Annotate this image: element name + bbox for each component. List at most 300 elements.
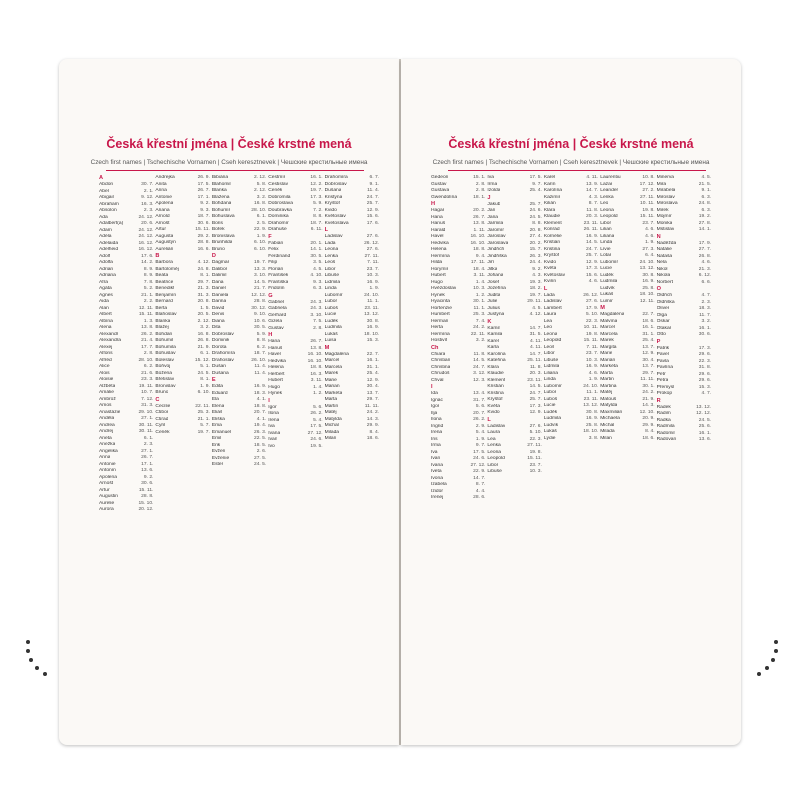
name-day-date: 5. 9. bbox=[313, 201, 323, 206]
name-entry bbox=[487, 469, 541, 476]
first-name: Ludvík bbox=[543, 422, 559, 428]
name-day-date: 24. 12. bbox=[138, 214, 154, 220]
first-name: Alexandra bbox=[99, 338, 122, 343]
name-day-date: 8. 4. bbox=[645, 429, 655, 434]
first-name: Eliška bbox=[211, 416, 225, 422]
first-name: Kateřina bbox=[487, 358, 506, 363]
names-column bbox=[268, 175, 322, 745]
first-name: Natálie bbox=[656, 247, 672, 252]
first-name: Ctibor bbox=[155, 410, 169, 415]
name-day-date: 5. 4. bbox=[313, 417, 323, 423]
name-day-date: 4. 10. bbox=[310, 273, 323, 278]
name-day-date: 4. 12. bbox=[197, 260, 210, 265]
first-name: Ambrož bbox=[99, 396, 116, 402]
first-name: Bořivoj bbox=[155, 364, 171, 369]
first-name: Beáta bbox=[155, 273, 169, 278]
first-name: Jan bbox=[487, 208, 496, 213]
name-day-date: 12. 9. bbox=[366, 207, 380, 213]
first-name: Břetislav bbox=[155, 377, 175, 382]
first-name: Iveta bbox=[431, 469, 442, 474]
first-name: Aida bbox=[99, 299, 109, 304]
first-name: Antonie bbox=[155, 194, 172, 200]
first-name: Dana bbox=[211, 279, 224, 285]
first-name: Ariana bbox=[155, 207, 170, 213]
name-day-date: 26. 3. bbox=[253, 429, 267, 435]
name-day-date: 16. 1. bbox=[642, 325, 655, 330]
name-day-date: 2. 3. bbox=[701, 299, 712, 305]
first-name: Gedeon bbox=[431, 175, 449, 180]
name-day-date: 22. 3. bbox=[529, 436, 542, 442]
first-name: Radim bbox=[656, 411, 671, 416]
first-name: Mirabela bbox=[656, 188, 676, 193]
name-day-date: 6. 6. bbox=[701, 279, 712, 285]
name-day-date: 10. 11. bbox=[583, 325, 599, 330]
name-day-date: 19. 7. bbox=[253, 260, 267, 265]
first-name: Alfons bbox=[99, 351, 113, 356]
first-name: Adolfa bbox=[99, 260, 113, 265]
first-name: Čeněk bbox=[268, 188, 283, 193]
name-day-date: 28. 10. bbox=[138, 357, 154, 363]
first-name: Ivan bbox=[431, 456, 441, 461]
name-day-date: 25. 3. bbox=[197, 410, 210, 415]
name-day-date: 3. 2. bbox=[256, 194, 267, 200]
name-day-date: 5. 9. bbox=[256, 331, 267, 337]
name-entry bbox=[544, 436, 598, 443]
name-day-date: 29. 6. bbox=[698, 352, 712, 357]
first-name: Irma bbox=[431, 443, 441, 448]
first-name: Luděk bbox=[600, 272, 614, 278]
name-day-date: 24. 4. bbox=[529, 260, 542, 265]
name-day-date: 4. 6. bbox=[588, 279, 599, 284]
first-name: Barbora bbox=[155, 260, 173, 265]
name-day-date: 25. 7. bbox=[585, 253, 599, 258]
first-name: Bronislav bbox=[155, 383, 176, 389]
first-name: Aurelie bbox=[99, 500, 115, 506]
name-day-date: 26. 12. bbox=[364, 240, 380, 246]
name-day-date: 8. 8. bbox=[256, 338, 267, 343]
name-day-date: 11. 1. bbox=[586, 390, 599, 395]
name-day-date: 27. 11. bbox=[527, 443, 542, 448]
name-day-date: 13. 8. bbox=[473, 221, 486, 226]
section-letter: L bbox=[487, 416, 491, 423]
first-name: Arnošt bbox=[155, 220, 170, 226]
name-day-date: 12. 9. bbox=[585, 259, 599, 265]
decorative-dots-right bbox=[742, 640, 782, 680]
first-name: Lívie bbox=[600, 246, 611, 252]
name-day-date: 29. 7. bbox=[197, 279, 210, 285]
name-day-date: 2. 1. bbox=[143, 188, 154, 194]
first-name: Marek bbox=[324, 371, 339, 376]
first-name: Miroslava bbox=[656, 201, 678, 206]
name-day-date: 4. 12. bbox=[529, 312, 542, 317]
first-name: Aurora bbox=[99, 507, 114, 512]
first-name: Michal bbox=[600, 422, 615, 428]
name-day-date: 4. 11. bbox=[529, 338, 542, 344]
first-name: Leopold bbox=[543, 338, 562, 343]
name-day-date: 11. 4. bbox=[254, 364, 267, 369]
name-day-date: 4. 5. bbox=[313, 266, 323, 272]
name-day-date: 23. 11. bbox=[527, 377, 542, 383]
first-name: Antonín bbox=[99, 468, 116, 473]
name-day-date: 13. 6. bbox=[141, 468, 154, 473]
name-day-date: 12. 2. bbox=[310, 181, 323, 187]
name-day-date: 16. 10. bbox=[307, 352, 323, 357]
name-day-date: 28. 10. bbox=[251, 207, 267, 213]
name-day-date: 30. 1. bbox=[642, 383, 655, 389]
first-name: Aloisie bbox=[99, 377, 114, 382]
section-letter: C bbox=[155, 396, 160, 403]
name-day-date: 18. 6. bbox=[642, 318, 655, 324]
first-name: Luboš bbox=[324, 305, 338, 311]
first-name: Monika bbox=[656, 220, 673, 226]
first-name: Bohdana bbox=[211, 201, 232, 206]
first-name: Lenka bbox=[324, 253, 338, 259]
name-day-date: 26. 2. bbox=[310, 411, 323, 416]
first-name: Lumír bbox=[600, 298, 613, 304]
first-name: Lubomír bbox=[600, 259, 619, 265]
first-name: Alice bbox=[99, 364, 110, 369]
name-day-date: 8. 8. bbox=[532, 221, 542, 226]
name-day-date: 18. 6. bbox=[366, 436, 380, 441]
first-name: Diana bbox=[211, 318, 225, 324]
first-name: Alexandr bbox=[99, 331, 119, 337]
title-divider bbox=[448, 170, 706, 171]
name-day-date: 13. 9. bbox=[585, 181, 599, 187]
name-entry bbox=[657, 437, 711, 444]
name-day-date: 27. 3. bbox=[642, 246, 655, 252]
name-day-date: 11. 11. bbox=[364, 403, 380, 409]
first-name: Radovan bbox=[656, 437, 677, 442]
name-day-date: 30. 6. bbox=[197, 220, 210, 226]
first-name: Artur bbox=[155, 227, 167, 232]
name-entry bbox=[431, 495, 485, 502]
name-day-date: 20. 3. bbox=[529, 371, 542, 376]
name-day-date: 9. 3. bbox=[200, 207, 210, 213]
first-name: Nikola bbox=[656, 273, 671, 278]
name-day-date: 4. 4. bbox=[475, 488, 486, 494]
first-name: Hugo bbox=[431, 279, 443, 285]
first-name: Marta bbox=[600, 370, 613, 376]
first-name: Dušana bbox=[324, 188, 342, 193]
name-day-date: 22. 3. bbox=[585, 318, 599, 324]
name-day-date: 25. 4. bbox=[642, 338, 655, 343]
name-day-date: 1. 2. bbox=[475, 292, 486, 298]
name-day-date: 16. 9. bbox=[585, 233, 599, 239]
name-day-date: 10. 3. bbox=[366, 273, 380, 278]
first-name: Blanka bbox=[155, 318, 171, 324]
name-day-date: 5. 10. bbox=[585, 312, 599, 317]
first-name: Dušana bbox=[211, 370, 229, 376]
first-name: Kilián bbox=[543, 201, 556, 206]
name-day-date: 19. 7. bbox=[529, 292, 542, 298]
name-day-date: 19. 5. bbox=[310, 443, 323, 449]
first-name: Linda bbox=[600, 240, 613, 245]
name-day-date: 18. 10. bbox=[639, 292, 655, 297]
first-name: Bartoloměj bbox=[155, 266, 179, 272]
name-day-date: 5. 4. bbox=[475, 430, 486, 435]
first-name: Dobroslav bbox=[324, 181, 347, 187]
first-name: Emanuel bbox=[211, 429, 232, 435]
first-name: Evžen bbox=[211, 449, 226, 454]
name-day-date: 21. 6. bbox=[141, 370, 154, 376]
name-day-date: 16. 9. bbox=[585, 364, 599, 369]
first-name: David bbox=[211, 305, 225, 311]
name-day-date: 18. 8. bbox=[253, 403, 267, 409]
first-name: Amos bbox=[99, 403, 112, 408]
name-day-date: 20. 1. bbox=[310, 240, 323, 246]
name-day-date: 2. 8. bbox=[475, 181, 486, 187]
name-day-date: 27. 12. bbox=[470, 462, 486, 468]
name-day-date: 24. 12. bbox=[138, 234, 154, 239]
first-name: Kryštof bbox=[324, 201, 340, 206]
name-day-date: 5. 6. bbox=[475, 404, 486, 409]
first-name: Magdaléna bbox=[324, 351, 349, 357]
name-day-date: 20. 2. bbox=[529, 240, 542, 246]
first-name: Lucie bbox=[324, 312, 337, 317]
name-day-date: 29. 9. bbox=[366, 423, 380, 428]
name-day-date: 16. 9. bbox=[642, 279, 655, 284]
name-day-date: 12. 9. bbox=[642, 351, 655, 356]
first-name: Andrejka bbox=[155, 175, 175, 180]
name-day-date: 11. 1. bbox=[367, 299, 380, 304]
first-name: Leona bbox=[487, 449, 502, 455]
name-entry bbox=[99, 507, 153, 514]
first-name: Bruno bbox=[211, 246, 225, 252]
name-day-date: 5. 8. bbox=[256, 181, 267, 187]
name-day-date: 9. 2. bbox=[532, 266, 542, 272]
first-name: Minerva bbox=[656, 175, 675, 180]
name-day-date: 11. 7. bbox=[699, 312, 712, 318]
first-name: Jakub bbox=[487, 201, 501, 207]
first-name: Miroslav bbox=[656, 194, 675, 200]
name-day-date: 7. 5. bbox=[313, 319, 323, 324]
name-day-date: 21. 3. bbox=[698, 266, 712, 272]
name-day-date: 19. 8. bbox=[642, 207, 655, 213]
name-day-date: 3. 10. bbox=[253, 273, 267, 278]
first-name: Izolda bbox=[487, 188, 501, 193]
name-day-date: 3. 5. bbox=[313, 260, 323, 265]
name-day-date: 25. 7. bbox=[366, 201, 380, 206]
first-name: Lýdie bbox=[543, 435, 556, 441]
name-day-date: 6. 11. bbox=[310, 227, 323, 232]
first-name: Ludmila bbox=[324, 325, 342, 330]
first-name: Maxmilián bbox=[600, 409, 623, 415]
first-name: Dagmar bbox=[211, 260, 230, 265]
first-name: Adéla bbox=[99, 234, 112, 239]
name-day-date: 27. 6. bbox=[366, 234, 380, 239]
name-day-date: 13. 4. bbox=[473, 391, 486, 396]
name-day-date: 16. 9. bbox=[366, 279, 380, 285]
first-name: Bohdan bbox=[155, 331, 173, 337]
name-day-date: 22. 7. bbox=[366, 351, 380, 357]
first-name: Libor bbox=[324, 266, 336, 272]
name-day-date: 9. 12. bbox=[141, 195, 154, 200]
name-day-date: 10. 6. bbox=[253, 318, 267, 324]
name-day-date: 14. 7. bbox=[529, 351, 542, 357]
name-day-date: 30. 8. bbox=[642, 272, 655, 278]
first-name: Adriana bbox=[99, 273, 116, 278]
first-name: Ivona bbox=[431, 475, 443, 481]
first-name: Lukáš bbox=[324, 331, 338, 337]
name-day-date: 3. 2. bbox=[475, 338, 486, 343]
name-day-date: 24. 5. bbox=[197, 370, 210, 376]
name-day-date: 10. 7. bbox=[141, 390, 154, 395]
first-name: Karolína bbox=[487, 351, 506, 357]
first-name: Ivan bbox=[268, 437, 278, 442]
name-day-date: 14. 7. bbox=[585, 188, 599, 193]
first-name: Ludmila bbox=[600, 279, 618, 284]
name-day-date: 27. 7. bbox=[698, 247, 712, 252]
name-day-date: 17. 6. bbox=[366, 220, 380, 226]
first-name: Matěj bbox=[600, 390, 613, 395]
first-name: Blažej bbox=[155, 325, 169, 330]
first-name: Albert bbox=[99, 312, 112, 317]
name-day-date: 6. 4. bbox=[645, 253, 655, 258]
first-name: Leona bbox=[600, 207, 614, 213]
first-name: Abdon bbox=[99, 182, 114, 187]
name-day-date: 28. 6. bbox=[473, 495, 486, 500]
first-name: Kvido bbox=[487, 410, 500, 415]
name-day-date: 5. 7. bbox=[200, 423, 210, 428]
name-day-date: 5. 1. bbox=[200, 364, 210, 369]
first-name: Gabriela bbox=[268, 306, 287, 311]
name-day-date: 29. 2. bbox=[197, 233, 210, 239]
name-day-date: 14. 1. bbox=[310, 247, 323, 252]
name-day-date: 3. 11. bbox=[310, 378, 323, 383]
name-day-date: 4. 3. bbox=[588, 194, 599, 200]
name-day-date: 15. 6. bbox=[366, 214, 380, 219]
first-name: Lucie bbox=[543, 403, 556, 408]
first-name: Leopold bbox=[600, 214, 618, 219]
name-day-date: 25. 7. bbox=[529, 397, 542, 402]
first-name: Horymír bbox=[431, 266, 449, 272]
name-day-date: 15. 11. bbox=[195, 227, 210, 232]
first-name: Gabriel bbox=[268, 299, 284, 305]
first-name: Ladislav bbox=[543, 299, 562, 304]
name-day-date: 4. 1. bbox=[256, 416, 267, 422]
first-name: Hagar bbox=[431, 208, 445, 213]
name-day-date: 30. 12. bbox=[251, 305, 267, 311]
name-entry bbox=[325, 436, 379, 443]
name-day-date: 7. 11. bbox=[586, 344, 599, 350]
name-day-date: 20. 12. bbox=[138, 507, 154, 512]
name-day-date: 29. 10. bbox=[138, 409, 154, 415]
name-day-date: 24. 8. bbox=[698, 201, 712, 206]
first-name: Dobroslav bbox=[211, 331, 234, 337]
first-name: Helena bbox=[268, 365, 284, 370]
name-day-date: 3. 10. bbox=[310, 312, 323, 318]
name-day-date: 24. 10. bbox=[639, 259, 655, 265]
name-day-date: 3. 2. bbox=[701, 319, 712, 324]
section-letter: N bbox=[656, 233, 661, 240]
name-day-date: 15. 11. bbox=[640, 214, 655, 219]
name-day-date: 16. 10. bbox=[470, 240, 486, 246]
name-day-date: 2. 12. bbox=[197, 318, 210, 324]
first-name: Alena bbox=[99, 325, 112, 330]
first-name: Čeněk bbox=[155, 429, 170, 435]
name-day-date: 17. 5. bbox=[197, 181, 210, 187]
first-name: Hermína bbox=[431, 253, 450, 259]
first-name: Ctirad bbox=[155, 416, 169, 422]
first-name: Aneta bbox=[99, 435, 112, 441]
first-name: Bohumil bbox=[155, 338, 174, 343]
first-name: Olga bbox=[656, 312, 667, 318]
name-day-date: 20. 3. bbox=[585, 214, 599, 219]
name-day-date: 24. 7. bbox=[529, 390, 542, 396]
name-day-date: 19. 7. bbox=[310, 188, 323, 193]
names-column bbox=[431, 175, 485, 745]
name-day-date: 12. 12. bbox=[251, 292, 267, 298]
name-day-date: 15. 6. bbox=[585, 272, 599, 278]
first-name: Jozefína bbox=[487, 286, 506, 291]
first-name: Klaudie bbox=[487, 371, 504, 376]
name-day-date: 14. 5. bbox=[529, 384, 542, 389]
first-name: Ferdinand bbox=[268, 253, 291, 259]
name-day-date: 4. 7. bbox=[701, 391, 712, 396]
first-name: Matouš bbox=[600, 396, 617, 402]
first-name: Pavel bbox=[656, 352, 669, 357]
name-day-date: 30. 5. bbox=[253, 325, 267, 330]
first-name: Luisa bbox=[324, 338, 337, 343]
first-name: Iva bbox=[431, 449, 438, 455]
name-day-date: 21. 9. bbox=[197, 344, 210, 350]
name-day-date: 7. 2. bbox=[313, 207, 323, 213]
first-name: Adrian bbox=[99, 266, 114, 272]
first-name: Ilona bbox=[431, 417, 442, 422]
first-name: Antonie bbox=[99, 461, 116, 467]
name-day-date: 1. 9. bbox=[369, 286, 380, 291]
name-day-date: 20. 6. bbox=[141, 221, 154, 226]
first-name: Oldřiška bbox=[656, 299, 675, 305]
first-name: Amálie bbox=[99, 390, 114, 395]
first-name: Daniela bbox=[211, 292, 229, 298]
name-day-date: 28. 8. bbox=[141, 494, 154, 499]
name-day-date: 18. 7. bbox=[310, 220, 323, 226]
name-day-date: 24. 5. bbox=[529, 214, 542, 220]
name-day-date: 1. 11. bbox=[473, 227, 486, 233]
name-day-date: 15. 11. bbox=[583, 338, 599, 343]
first-name: Kvirin bbox=[543, 279, 557, 284]
first-name: Lubomír bbox=[543, 383, 562, 389]
first-name: Lubor bbox=[543, 390, 557, 395]
name-day-date: 21. 3. bbox=[197, 286, 210, 291]
first-name: Kamil bbox=[487, 325, 500, 331]
first-name: Hanuš bbox=[431, 221, 446, 226]
first-name: Gustava bbox=[431, 188, 450, 193]
first-name: Mojmír bbox=[656, 214, 672, 219]
first-name: Ingrid bbox=[431, 423, 444, 429]
first-name: Chval bbox=[431, 377, 444, 383]
name-day-date: 20. 7. bbox=[253, 410, 267, 415]
first-name: Leona bbox=[324, 247, 339, 252]
name-day-date: 12. 12. bbox=[696, 411, 712, 416]
name-day-date: 27. 5. bbox=[253, 455, 267, 461]
first-name: Lubomír bbox=[324, 292, 343, 298]
first-name: Edita bbox=[211, 384, 223, 389]
first-name: Drahuše bbox=[268, 227, 287, 232]
first-name: Daniel bbox=[211, 286, 226, 291]
first-name: Christian bbox=[431, 358, 451, 363]
first-name: Ada bbox=[99, 214, 108, 220]
first-name: Lambert bbox=[543, 305, 562, 311]
first-name: Hortenzie bbox=[431, 305, 452, 311]
first-name: Gerhard bbox=[268, 312, 287, 318]
first-name: Berta bbox=[155, 305, 168, 311]
name-day-date: 6. 3. bbox=[313, 286, 323, 291]
name-day-date: 21. 7. bbox=[253, 286, 267, 291]
name-day-date: 17. 1. bbox=[141, 461, 154, 467]
first-name: Jaroslav bbox=[487, 234, 506, 239]
